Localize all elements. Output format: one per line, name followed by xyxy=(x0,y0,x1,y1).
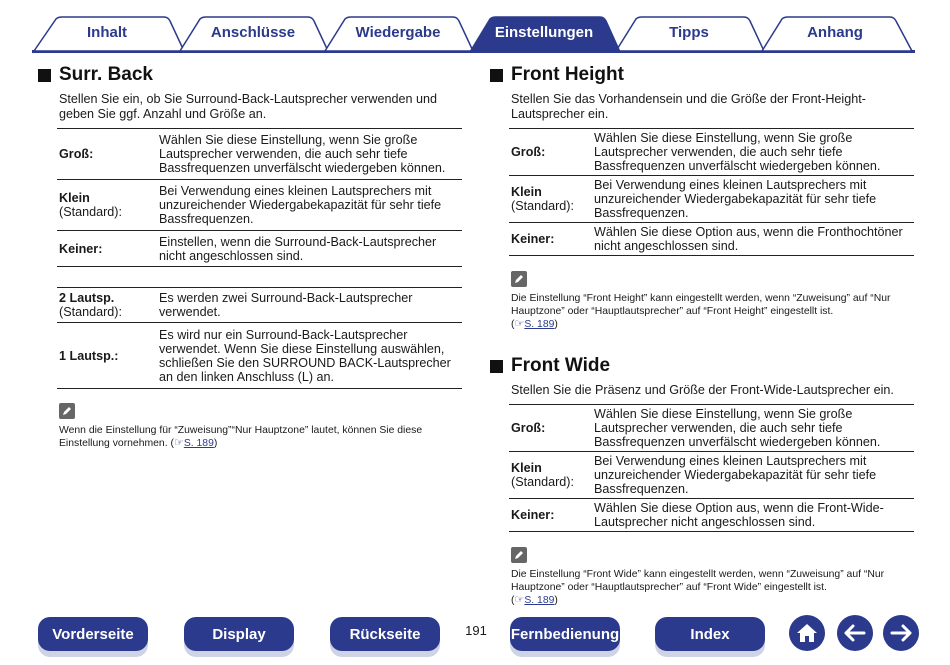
option-key: Groß: xyxy=(511,421,546,435)
section-description: Stellen Sie ein, ob Sie Surround-Back-Lautsprecher verwenden und geben Sie ggf. Anzahl und Größe an. xyxy=(59,92,438,121)
option-value: Wählen Sie diese Einstellung, wenn Sie große Lautsprecher verwenden, die auch sehr tiefe Bassfrequenzen unverfälscht wiedergeben können. xyxy=(594,129,914,176)
option-key: Keiner: xyxy=(511,232,555,246)
options-table-count xyxy=(57,287,462,389)
home-icon xyxy=(795,622,819,644)
tab-bar xyxy=(0,0,950,56)
tab-anschluesse[interactable]: Anschlüsse xyxy=(210,24,296,41)
prev-page-button[interactable]: Vorderseite xyxy=(38,617,148,651)
arrow-left-icon xyxy=(843,624,867,642)
tab-wiedergabe[interactable]: Wiedergabe xyxy=(355,24,441,41)
option-value: Wählen Sie diese Option aus, wenn die Fronthochtöner nicht angeschlossen sind. xyxy=(594,223,914,256)
option-key: Klein xyxy=(511,461,542,475)
back-panel-button[interactable]: Rückseite xyxy=(330,617,440,651)
page-number: 191 xyxy=(465,623,487,638)
section-title-front-wide: Front Wide xyxy=(509,353,914,379)
option-key: Klein xyxy=(511,185,542,199)
option-key: Groß: xyxy=(59,147,94,161)
tab-anhang[interactable]: Anhang xyxy=(807,24,863,41)
option-value: Wählen Sie diese Einstellung, wenn Sie große Lautsprecher verwenden, die auch sehr tiefe Bassfrequenzen unverfälscht wiedergeben können. xyxy=(159,129,462,180)
tab-einstellungen[interactable]: Einstellungen xyxy=(494,24,594,41)
table-row xyxy=(509,176,914,223)
option-value: Es wird nur ein Surround-Back-Lautsprecher verwendet. Wenn Sie diese Einstellung auswählen, schließen Sie den SURROUND BACK-Lautsprecher an den linken Anschluss (L) an. xyxy=(159,323,462,389)
option-standard: (Standard): xyxy=(511,199,574,213)
pointing-hand-icon: ☞ xyxy=(514,594,525,606)
table-row xyxy=(509,499,914,532)
note-text: Die Einstellung “Front Wide” kann eingestellt werden, wenn “Zuweisung” auf “Nur Hauptzone” oder “Hauptlautsprecher” auf “Front Wide” eingestellt ist. (☞S. 189) xyxy=(511,569,885,606)
square-bullet-icon xyxy=(490,69,503,82)
option-standard: (Standard): xyxy=(511,475,574,489)
left-column xyxy=(57,62,462,450)
square-bullet-icon xyxy=(490,360,503,373)
tab-inhalt[interactable]: Inhalt xyxy=(87,24,127,41)
options-table-size xyxy=(57,128,462,267)
display-button[interactable]: Display xyxy=(184,617,294,651)
right-column xyxy=(509,62,914,607)
square-bullet-icon xyxy=(38,69,51,82)
option-value: Bei Verwendung eines kleinen Lautsprechers mit unzureichender Wiedergabekapazität für sehr tiefe Bassfrequenzen. xyxy=(594,176,914,223)
option-value: Einstellen, wenn die Surround-Back-Lautsprecher nicht angeschlossen sind. xyxy=(159,231,462,267)
table-row xyxy=(509,129,914,176)
index-button[interactable]: Index xyxy=(655,617,765,651)
pencil-note-icon xyxy=(511,547,527,563)
table-row xyxy=(57,288,462,323)
page-link[interactable]: S. 189 xyxy=(524,595,555,606)
table-row xyxy=(509,405,914,452)
section-title-front-height: Front Height xyxy=(509,62,914,88)
option-key: Groß: xyxy=(511,145,546,159)
tab-tipps[interactable]: Tipps xyxy=(669,24,709,41)
option-value: Bei Verwendung eines kleinen Lautsprechers mit unzureichender Wiedergabekapazität für sehr tiefe Bassfrequenzen. xyxy=(159,180,462,231)
home-button[interactable] xyxy=(789,615,825,651)
pencil-note-icon xyxy=(59,403,75,419)
table-row xyxy=(57,231,462,267)
option-key: Keiner: xyxy=(511,508,555,522)
table-gap xyxy=(57,267,462,287)
pointing-hand-icon: ☞ xyxy=(173,437,184,449)
table-row xyxy=(57,323,462,389)
table-row xyxy=(57,129,462,180)
table-row xyxy=(57,180,462,231)
note-text: Wenn die Einstellung für “Zuweisung”“Nur Hauptzone” lautet, können Sie diese Einstellung vornehmen. (☞S. 189) xyxy=(59,425,423,449)
option-key: Klein xyxy=(59,191,90,205)
page-link[interactable]: S. 189 xyxy=(524,319,555,330)
options-table-front-height xyxy=(509,128,914,256)
page-link[interactable]: S. 189 xyxy=(183,438,214,449)
section-title-surr-back: Surr. Back xyxy=(57,62,462,88)
note-text: Die Einstellung “Front Height” kann eingestellt werden, wenn “Zuweisung” auf “Nur Hauptzone” oder “Hauptlautsprecher” auf “Front Height” eingestellt ist. (☞S. 189) xyxy=(511,293,891,330)
section-description: Stellen Sie die Präsenz und Größe der Front-Wide-Lautsprecher ein. xyxy=(511,383,894,397)
forward-button[interactable] xyxy=(883,615,919,651)
arrow-right-icon xyxy=(889,624,913,642)
option-key: 1 Lautsp.: xyxy=(59,348,119,363)
option-standard: (Standard): xyxy=(59,205,122,219)
pointing-hand-icon: ☞ xyxy=(514,318,525,330)
pencil-note-icon xyxy=(511,271,527,287)
option-value: Es werden zwei Surround-Back-Lautsprecher verwendet. xyxy=(159,288,462,323)
option-value: Wählen Sie diese Option aus, wenn die Front-Wide-Lautsprecher nicht angeschlossen sind. xyxy=(594,499,914,532)
section-description: Stellen Sie das Vorhandensein und die Größe der Front-Height-Lautsprecher ein. xyxy=(511,92,866,121)
option-key: Keiner: xyxy=(59,241,103,256)
table-row xyxy=(509,452,914,499)
table-row xyxy=(509,223,914,256)
remote-control-button[interactable]: Fernbedienung xyxy=(510,617,620,651)
option-value: Wählen Sie diese Einstellung, wenn Sie große Lautsprecher verwenden, die auch sehr tiefe Bassfrequenzen unverfälscht wiedergeben können. xyxy=(594,405,914,452)
option-standard: (Standard): xyxy=(59,305,122,319)
option-key: 2 Lautsp. xyxy=(59,291,115,305)
option-value: Bei Verwendung eines kleinen Lautsprechers mit unzureichender Wiedergabekapazität für sehr tiefe Bassfrequenzen. xyxy=(594,452,914,499)
back-button[interactable] xyxy=(837,615,873,651)
options-table-front-wide xyxy=(509,404,914,532)
